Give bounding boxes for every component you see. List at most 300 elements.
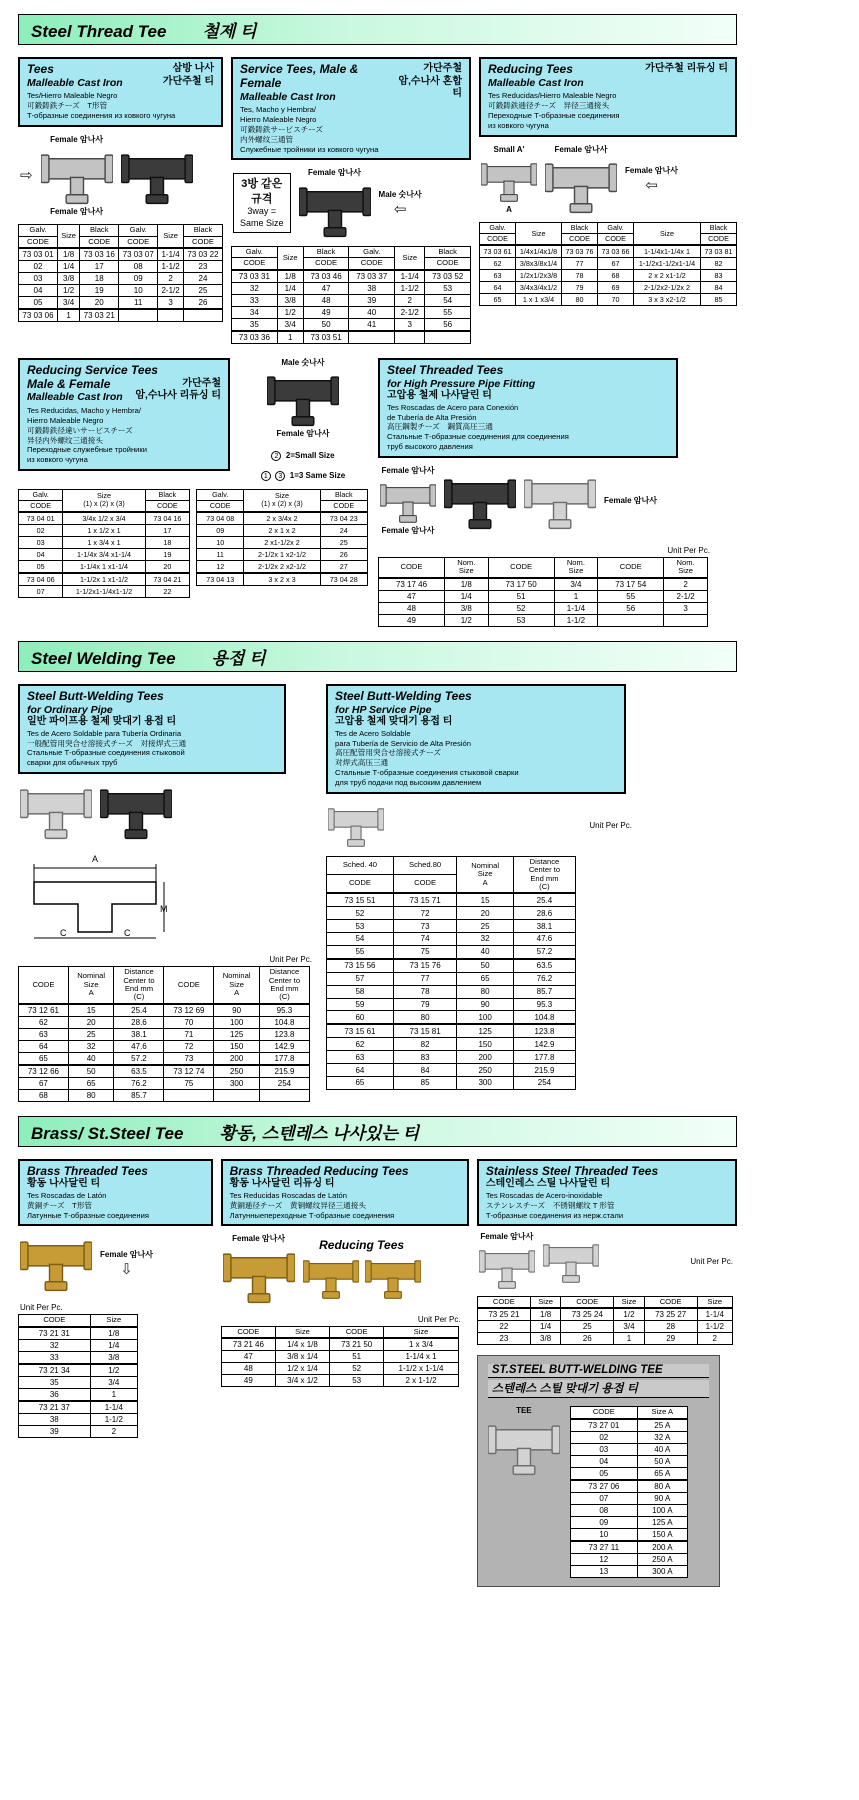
size-label: Size xyxy=(678,566,694,576)
section-band-thread xyxy=(18,14,737,45)
col-header-code: CODE xyxy=(425,258,471,270)
table-cell: 104.8 xyxy=(513,1011,575,1024)
table-cell: 09 xyxy=(119,272,158,284)
table-cell: 1/8 xyxy=(277,270,303,283)
table-cell: 2 x 1 x 2 xyxy=(244,524,320,536)
table-cell: 73 27 06 xyxy=(570,1480,637,1493)
table-row xyxy=(480,282,737,294)
table-cell: 74 xyxy=(393,932,456,945)
table-cell: 250 xyxy=(214,1065,260,1078)
arrow-icon xyxy=(394,202,407,217)
col-header-black: Black xyxy=(700,223,736,234)
table-cell: 28.6 xyxy=(114,1016,164,1028)
table-cell: 73 15 56 xyxy=(327,959,394,972)
table-row xyxy=(221,1363,458,1375)
table-row xyxy=(19,1413,138,1425)
female-label: Female 암나사 xyxy=(232,1234,286,1244)
reducing-tees-callout xyxy=(303,1238,421,1300)
table-cell: 1/4x1/4x1/8 xyxy=(516,245,562,258)
table-cell: 73 03 81 xyxy=(700,245,736,258)
box-line: 黄銅逓径チーズ 黄铜螺纹异径三通接头 xyxy=(229,1200,366,1210)
table-cell: 53 xyxy=(425,282,471,294)
table-cell: 53 xyxy=(327,920,394,933)
infobox-kr xyxy=(393,63,462,103)
col-header-black: Black xyxy=(320,489,367,500)
table-row xyxy=(19,309,223,322)
table-cell: 73 12 69 xyxy=(164,1004,214,1017)
dimension-diagram xyxy=(20,848,170,944)
box-line: Tes Reducidas, Macho y Hembra/ xyxy=(27,405,141,415)
box-title-kr: 가단주철 리듀싱 티 xyxy=(645,63,728,74)
table-cell: 73 04 01 xyxy=(19,512,63,525)
col-header-size: Size xyxy=(276,1327,330,1339)
table-cell: 73 21 34 xyxy=(19,1364,91,1377)
box-line: Tes Reducidas Roscadas de Latón xyxy=(229,1190,347,1200)
table-cell: 57.2 xyxy=(114,1052,164,1065)
table-cell: 3 xyxy=(664,602,708,614)
table-row xyxy=(379,614,708,626)
table-cell: 73 17 46 xyxy=(379,578,445,591)
box-line: 内外螺纹三通管 xyxy=(240,134,294,144)
table-row xyxy=(19,296,223,309)
table-cell: 07 xyxy=(19,585,63,597)
table-cell: 32 xyxy=(232,282,278,294)
table-cell: 73 04 21 xyxy=(145,573,189,586)
table-cell: 125 xyxy=(457,1024,514,1037)
col-header-code: CODE xyxy=(570,1407,637,1419)
table-cell: 73 03 66 xyxy=(598,245,634,258)
unit-per-pc-label: Unit Per Pc. xyxy=(690,1257,733,1267)
table-cell: 56 xyxy=(425,318,471,331)
table-cell: 95.3 xyxy=(259,1004,309,1017)
hp-threaded-column xyxy=(378,358,734,627)
size-label: Size xyxy=(83,979,99,989)
table-cell: 18 xyxy=(145,536,189,548)
table-header xyxy=(480,223,737,245)
box-line: Tes Roscadas de Latón xyxy=(27,1190,107,1200)
table-row xyxy=(570,1431,687,1443)
dim-c-label: C xyxy=(60,928,67,939)
table-cell: 100 xyxy=(457,1011,514,1024)
female-callout xyxy=(223,1234,295,1304)
table-cell: 69 xyxy=(598,282,634,294)
col-header-galv: Galv. xyxy=(19,225,58,236)
hp-tee-photo-small xyxy=(380,478,436,524)
table-cell: 08 xyxy=(570,1504,637,1516)
box-line: из ковкого чугуна xyxy=(27,455,88,465)
table-cell: 250 xyxy=(457,1064,514,1077)
tee-photo-galvanized xyxy=(41,147,113,205)
box-line: para Tubería de Servicio de Alta Presión xyxy=(335,738,471,748)
col-header-galv: Galv. xyxy=(19,489,63,500)
col-header-nominal-size xyxy=(457,856,514,893)
table-cell: 80 xyxy=(68,1089,114,1101)
col-header-nom-size xyxy=(554,558,598,578)
table-cell: 25 A xyxy=(637,1419,687,1432)
dim-a-label: A xyxy=(92,854,99,865)
female-callout xyxy=(545,145,617,215)
table-row xyxy=(197,573,368,586)
col-header-code: CODE xyxy=(19,500,63,511)
table-cell: 34 xyxy=(232,306,278,318)
col-header-code: CODE xyxy=(197,500,244,511)
table-cell: 73 12 66 xyxy=(19,1065,69,1078)
table-row xyxy=(19,1016,310,1028)
box-line: 一般配管用突合せ溶接式チーズ 对接焊式三通 xyxy=(27,738,187,748)
table-row xyxy=(232,294,471,306)
table-cell: 05 xyxy=(19,560,63,573)
table-cell: 72 xyxy=(393,907,456,920)
box-title-kr: 가단주철 xyxy=(182,377,221,389)
a-label: A xyxy=(234,988,240,998)
table-row xyxy=(570,1492,687,1504)
female-callout xyxy=(100,1250,153,1277)
table-cell: 3 xyxy=(158,296,184,309)
graybox-title-kr: 스텐레스 스틸 맞대기 용접 티 xyxy=(488,1380,709,1398)
table-row xyxy=(570,1443,687,1455)
table-cell: 52 xyxy=(488,602,554,614)
box-title-2: for High Pressure Pipe Fitting xyxy=(387,377,536,390)
table-cell: 55 xyxy=(327,945,394,958)
table-cell: 54 xyxy=(425,294,471,306)
dist-label: Center to xyxy=(123,975,155,985)
table-cell: 73 03 37 xyxy=(349,270,395,283)
table-cell: 20 xyxy=(457,907,514,920)
table-cell: 2 xyxy=(395,294,425,306)
col-header-code: CODE xyxy=(19,1315,91,1327)
circled-2-icon: 2 xyxy=(271,451,281,461)
brass-reducing-table xyxy=(221,1326,459,1387)
female-callout-right xyxy=(625,166,678,193)
table-row xyxy=(570,1541,687,1554)
table-cell: 03 xyxy=(570,1443,637,1455)
table-cell: 62 xyxy=(480,258,516,270)
table-cell: 47 xyxy=(303,282,349,294)
female-label: Female 암나사 xyxy=(100,1250,153,1260)
table-cell: 215.9 xyxy=(259,1065,309,1078)
col-header-code: CODE xyxy=(561,1297,614,1309)
a-label: A xyxy=(506,204,512,214)
box-title-kr: 삼방 나사 xyxy=(172,63,214,74)
table-cell: 63 xyxy=(19,1028,69,1040)
table-cell: 40 xyxy=(68,1052,114,1065)
box-title: Service Tees, Male & Female xyxy=(240,62,359,90)
table-row xyxy=(232,270,471,283)
table-cell: 2 x 1-1/2 xyxy=(384,1375,458,1387)
box-line: Tes de Acero Soldable para Tubería Ordinaria xyxy=(27,728,182,738)
infobox-reducing-service xyxy=(18,358,230,471)
arrow-icon xyxy=(645,178,658,193)
table-cell: 38 xyxy=(349,282,395,294)
hp-tee-photo-steel xyxy=(524,472,596,530)
table-cell: 22 xyxy=(145,585,189,597)
ss-bw-tee-photo xyxy=(488,1418,560,1476)
table-cell: 15 xyxy=(457,893,514,906)
table-cell: 68 xyxy=(598,270,634,282)
table-cell: 02 xyxy=(19,524,63,536)
table-cell: 150 xyxy=(457,1038,514,1051)
table-cell: 82 xyxy=(393,1038,456,1051)
col-header-size: Size xyxy=(277,247,303,270)
table-cell: 83 xyxy=(393,1051,456,1064)
col-header-nominal-size xyxy=(214,967,260,1004)
table-cell: 73 12 74 xyxy=(164,1065,214,1078)
table-cell: 1-1/4x1-1/4x 1 xyxy=(634,245,701,258)
infobox-tees xyxy=(18,57,223,127)
table-row xyxy=(197,524,368,536)
bw-hp-tee-photo xyxy=(328,802,384,848)
box-line: Hierro Maleable Negro xyxy=(27,415,104,425)
table-row xyxy=(327,972,576,985)
col-header-code: CODE xyxy=(700,234,736,245)
table-cell: 73 04 13 xyxy=(197,573,244,586)
reducing-service-figure xyxy=(238,358,368,483)
box-line: 可鍛鋳鉄チーズ T形管 xyxy=(27,101,108,111)
table-row xyxy=(477,1308,732,1321)
reducing-service-table-a xyxy=(18,489,190,598)
dist-label: End mm xyxy=(530,873,559,883)
box-line: de Tubería de Alta Presión xyxy=(387,412,477,422)
col-header-size: Size xyxy=(516,223,562,245)
col-header-galv: Galv. xyxy=(197,489,244,500)
box-line: 可鍛鋳鉄サービスチーズ xyxy=(240,124,323,134)
table-cell: 1-1/2x1-1/2x1-1/4 xyxy=(634,258,701,270)
table-cell: 02 xyxy=(19,260,58,272)
table-cell: 13 xyxy=(570,1565,637,1577)
infobox-header xyxy=(27,63,214,89)
box-line: Переходные служебные тройники xyxy=(27,445,147,455)
table-cell: 73 03 01 xyxy=(19,248,58,261)
brass-tee-photo xyxy=(20,1234,92,1292)
bw-tee-photo-steel xyxy=(20,782,92,840)
table-cell: 11 xyxy=(119,296,158,309)
a-label: A xyxy=(482,877,488,887)
table-cell xyxy=(259,1089,309,1101)
col-header-code: CODE xyxy=(562,234,598,245)
table-cell: 73 03 16 xyxy=(80,248,119,261)
col-header-black: Black xyxy=(145,489,189,500)
section-band-brass xyxy=(18,1116,737,1147)
dist-label: End mm xyxy=(270,983,299,993)
table-header xyxy=(477,1297,732,1309)
table-row xyxy=(19,1004,310,1017)
table-cell: 1/2 xyxy=(614,1308,644,1321)
table-header xyxy=(327,856,576,893)
bw-ordinary-figure xyxy=(20,782,316,944)
bw-hp-figure xyxy=(328,802,634,848)
table-cell: 53 xyxy=(488,614,554,626)
brass-threaded-column xyxy=(18,1159,213,1438)
box-line: 黄銅チーズ T形管 xyxy=(27,1200,93,1210)
table-cell: 3/8 xyxy=(90,1351,137,1364)
table-cell: 73 15 51 xyxy=(327,893,394,906)
table-cell: 73 25 24 xyxy=(561,1308,614,1321)
table-row xyxy=(19,1077,310,1089)
table-row xyxy=(379,578,708,591)
table-cell: 1/4 xyxy=(530,1321,560,1333)
tees-column xyxy=(18,57,223,322)
infobox-header xyxy=(27,378,221,404)
table-row xyxy=(327,920,576,933)
table-row xyxy=(19,260,223,272)
table-cell: 35 xyxy=(19,1376,91,1388)
table-cell: 300 xyxy=(214,1077,260,1089)
table-cell: 17 xyxy=(145,524,189,536)
table-cell: 1-1/4 xyxy=(697,1308,732,1321)
size-label: Size xyxy=(458,566,474,576)
size-label: Size xyxy=(477,869,493,879)
section-band-welding xyxy=(18,641,737,672)
table-cell: 300 A xyxy=(637,1565,687,1577)
table-cell: 27 xyxy=(320,560,367,573)
table-cell: 32 xyxy=(19,1339,91,1351)
box-line: Tes/Hierro Maleable Negro xyxy=(27,91,118,101)
box-title-kr: 황동 나사달린 리듀싱 티 xyxy=(229,1178,335,1190)
table-cell: 50 xyxy=(303,318,349,331)
table-cell: 59 xyxy=(327,998,394,1011)
table-cell: 100 A xyxy=(637,1504,687,1516)
dim-c-label: C xyxy=(124,928,131,939)
table-cell: 25 xyxy=(183,284,222,296)
table-cell: 72 xyxy=(164,1040,214,1052)
table-row xyxy=(19,524,190,536)
service-tees-figure xyxy=(233,168,469,238)
table-cell: 1 xyxy=(554,590,598,602)
bw-hp-column xyxy=(326,684,636,1088)
table-cell: 2-1/2 xyxy=(664,590,708,602)
table-cell: 71 xyxy=(164,1028,214,1040)
small-a-label: Small A' xyxy=(493,145,525,155)
table-cell: 24 xyxy=(320,524,367,536)
table-cell: 1-1/4x 3/4 x1-1/4 xyxy=(63,548,145,560)
table-cell xyxy=(349,331,395,344)
note-en-line1: 3way = xyxy=(247,205,277,216)
table-cell: 76.2 xyxy=(513,972,575,985)
tee-label: TEE xyxy=(516,1406,532,1416)
table-cell: 73 21 37 xyxy=(19,1401,91,1414)
table-cell: 05 xyxy=(19,296,58,309)
table-cell: 142.9 xyxy=(513,1038,575,1051)
box-line: Стальные Т-образные соединения для соединения xyxy=(387,432,569,442)
table-cell: 19 xyxy=(80,284,119,296)
band-title-en: Steel Welding Tee xyxy=(31,648,176,668)
infobox-titles xyxy=(488,63,584,89)
table-cell: 03 xyxy=(19,272,58,284)
table-cell: 90 A xyxy=(637,1492,687,1504)
reducing-tee-photo-large xyxy=(545,156,617,214)
table-cell: 48 xyxy=(221,1363,275,1375)
hp-tee-photo-black xyxy=(444,472,516,530)
ss-bw-table xyxy=(570,1406,688,1577)
table-cell: 49 xyxy=(221,1375,275,1387)
col-header-code: CODE xyxy=(19,967,69,1004)
box-line: для труб подачи под высоким давлением xyxy=(335,778,482,788)
diagram-legend xyxy=(271,445,334,463)
female-label: Female 암나사 xyxy=(50,206,104,216)
table-cell: 1-1/2 xyxy=(697,1321,732,1333)
table-cell: 1/2 xyxy=(57,284,79,296)
table-cell: 1-1/4 xyxy=(158,248,184,261)
col-header-code: CODE xyxy=(644,1297,697,1309)
table-cell: 3 x 3 x2-1/2 xyxy=(634,294,701,306)
table-row xyxy=(221,1338,458,1351)
col-header-code: CODE xyxy=(477,1297,530,1309)
band-title-kr: 용접 티 xyxy=(211,648,266,668)
box-subtitle: Malleable Cast Iron xyxy=(27,391,123,404)
table-row xyxy=(379,590,708,602)
box-line: Стальные Т-образные соединения стыковой xyxy=(27,748,185,758)
table-cell: 83 xyxy=(700,270,736,282)
table-cell: 10 xyxy=(197,536,244,548)
table-cell: 1-1/2 xyxy=(90,1413,137,1425)
male-label: Male 숫나사 xyxy=(281,357,325,367)
table-cell: 85.7 xyxy=(513,985,575,998)
table-cell: 1-1/2 xyxy=(158,260,184,272)
table-cell: 49 xyxy=(379,614,445,626)
table-cell: 2 x1-1/2x 2 xyxy=(244,536,320,548)
table-row xyxy=(327,985,576,998)
col-header-size xyxy=(63,489,145,511)
dist-label: End mm xyxy=(124,983,154,993)
table-cell: 123.8 xyxy=(513,1024,575,1037)
table-row xyxy=(19,1327,138,1340)
table-cell: 10 xyxy=(570,1528,637,1541)
table-row xyxy=(232,306,471,318)
table-cell: 75 xyxy=(393,945,456,958)
table-row xyxy=(570,1504,687,1516)
table-row xyxy=(19,548,190,560)
box-line: Tes Roscadas de Acero-inoxidable xyxy=(485,1190,603,1200)
box-line: Tes de Acero Soldable xyxy=(335,728,411,738)
table-row xyxy=(19,1401,138,1414)
ss-tee-photo-a xyxy=(479,1244,535,1290)
table-cell xyxy=(119,309,158,322)
box-title-kr: 고압용 철제 맞대기 용접 티 xyxy=(335,716,453,728)
infobox-ss-threaded xyxy=(477,1159,737,1227)
box-line: 高圧鋼製チーズ 鋼質高圧三通 xyxy=(387,422,493,432)
table-cell: 3 x 2 x 3 xyxy=(244,573,320,586)
thread-section-row-2 xyxy=(18,358,737,627)
table-cell: 62 xyxy=(327,1038,394,1051)
stainless-column xyxy=(477,1159,737,1587)
box-subtitle: Malleable Cast Iron xyxy=(240,90,336,103)
ss-butt-welding-box xyxy=(477,1355,720,1586)
table-cell: 3/8 xyxy=(530,1333,560,1345)
table-cell: 75 xyxy=(164,1077,214,1089)
brass-threaded-table xyxy=(18,1314,138,1437)
table-cell: 3/4x3/4x1/2 xyxy=(516,282,562,294)
col-header-nominal-size xyxy=(68,967,114,1004)
box-title-kr2: 암,수나사 혼합 티 xyxy=(398,75,462,99)
table-cell: 95.3 xyxy=(513,998,575,1011)
note-kr-line1: 3방 같은 xyxy=(241,178,283,191)
box-line: Стальные Т-образные соединения стыковой сварки xyxy=(335,768,519,778)
reducing-service-table-b xyxy=(196,489,368,586)
ss-tee-photo-b xyxy=(543,1238,599,1284)
table-row xyxy=(19,1028,310,1040)
table-cell: 3 xyxy=(395,318,425,331)
bw-ordinary-table xyxy=(18,966,310,1101)
infobox-service-tees xyxy=(231,57,471,160)
table-cell: 84 xyxy=(700,282,736,294)
infobox-titles xyxy=(27,63,123,89)
col-header-black: Black xyxy=(562,223,598,234)
infobox-reducing-tees xyxy=(479,57,737,137)
box-title-kr: 가단주철 xyxy=(423,63,462,74)
service-tee-photo-wrap xyxy=(299,168,371,238)
bw-ordinary-column xyxy=(18,684,318,1102)
size-label: Size xyxy=(229,979,245,989)
